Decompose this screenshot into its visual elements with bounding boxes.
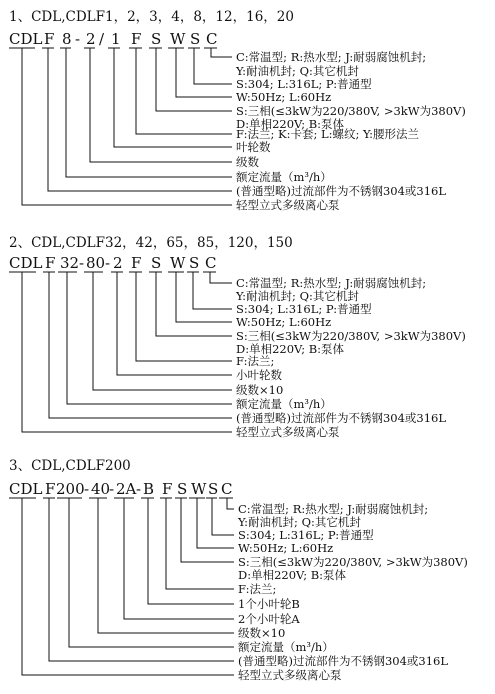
label-stages: 级数×10 [238,626,286,640]
code-frequency: W [170,254,186,272]
label-series: 轻型立式多级离心泵 [236,198,340,212]
code-stages: 80 [86,254,106,272]
code-series: CDL [9,254,43,272]
code-seal-material: S [189,254,200,272]
label-voltage-cont: D:单相220V; B:泵体 [238,568,347,582]
label-stages: 级数 [236,155,259,169]
code-series: CDL [9,30,43,48]
label-voltage-cont: D:单相220V; B:泵体 [236,117,345,131]
label-impeller-b: 1个小叶轮B [238,597,300,611]
code-impellers: 1 [111,30,121,48]
label-frequency: W:50Hz; L:60Hz [236,90,332,104]
section-2-leader-lines [22,272,232,432]
code-series: CDL [9,480,43,498]
label-frequency: W:50Hz; L:60Hz [236,315,332,329]
code-dash: - [136,480,142,498]
label-connection: F:法兰; [236,354,275,368]
code-seal-type: C [206,30,218,48]
code-seal-type: C [221,480,233,498]
label-impeller-a: 2个小叶轮A [238,612,300,626]
code-voltage: S [151,30,162,48]
code-flow: 8 [62,30,72,48]
section-3-labels [237,502,468,682]
section-3-model-code [9,480,232,498]
label-voltage: S:三相(≤3kW为220/380V, >3kW为380V) [238,555,468,569]
code-stages: 40 [91,480,111,498]
section-3-leader-lines [22,498,234,675]
label-flow: 额定流量（m³/h） [236,397,332,411]
code-connection: F [162,480,173,498]
label-seal-material: S:304; L:316L; P:普通型 [236,302,372,316]
label-seal-material: S:304; L:316L; P:普通型 [236,77,372,91]
label-connection: F:法兰; [238,582,277,596]
label-seal-type: C:常温型; R:热水型; J:耐弱腐蚀机封; [236,50,427,64]
label-seal-type: C:常温型; R:热水型; J:耐弱腐蚀机封; [238,502,429,516]
code-material: F [45,254,56,272]
label-seal-type-cont: Y:耐油机封; Q:其它机封 [238,515,361,529]
code-connection: F [131,254,142,272]
section-3-header: 3、CDL,CDLF200 [9,458,131,474]
code-seal-material: S [190,30,201,48]
label-impellers: 叶轮数 [236,140,271,154]
code-dash: - [79,254,85,272]
label-connection: F:法兰; K:卡套; L:螺纹; Y:腰形法兰 [236,127,420,141]
code-seal-material: S [208,480,219,498]
code-impeller-b: B [143,480,155,498]
section-2-header: 2、CDL,CDLF32，42，65，85，120，150 [9,235,293,251]
code-seal-type: C [205,254,217,272]
section-3 [9,458,468,682]
label-series: 轻型立式多级离心泵 [236,425,340,439]
code-material: F [44,30,55,48]
code-flow: 200 [56,480,85,498]
label-seal-type: C:常温型; R:热水型; J:耐弱腐蚀机封; [236,276,427,290]
label-stages: 级数×10 [236,383,284,397]
code-dash: - [75,30,81,48]
label-material: (普通型略)过流部件为不锈钢304或316L [238,654,449,668]
label-flow: 额定流量（m³/h） [236,170,332,184]
label-series: 轻型立式多级离心泵 [238,668,342,682]
section-2 [9,235,466,439]
code-impeller-a: 2A [116,480,137,498]
section-1-labels [235,50,466,212]
label-flow: 额定流量（m³/h） [238,640,334,654]
label-seal-type-cont: Y:耐油机封; Q:其它机封 [236,289,359,303]
code-dash: - [105,254,111,272]
code-voltage: S [177,480,188,498]
code-stages: 2 [86,30,96,48]
label-material: (普通型略)过流部件为不锈钢304或316L [236,184,447,198]
label-small-impellers: 小叶轮数 [236,368,282,382]
label-seal-material: S:304; L:316L; P:普通型 [238,528,374,542]
section-1 [9,9,466,212]
code-flow: 32 [60,254,80,272]
code-frequency: W [170,30,186,48]
label-voltage: S:三相(≤3kW为220/380V, >3kW为380V) [236,104,466,118]
label-material: (普通型略)过流部件为不锈钢304或316L [236,411,447,425]
section-1-header: 1、CDL,CDLF1，2，3，4，8，12，16，20 [9,9,294,25]
code-frequency: W [191,480,207,498]
code-dash: - [84,480,90,498]
code-slash: / [99,30,105,48]
label-frequency: W:50Hz; L:60Hz [238,541,334,555]
section-2-model-code [9,254,216,272]
code-connection: F [131,30,142,48]
section-1-leader-lines [22,48,232,205]
label-voltage-cont: D:单相220V; B:泵体 [236,342,345,356]
code-dash: - [109,480,115,498]
code-small-impellers: 2 [113,254,123,272]
section-1-model-code [9,30,217,48]
label-seal-type-cont: Y:耐油机封; Q:其它机封 [236,64,359,78]
code-material: F [45,480,56,498]
label-voltage: S:三相(≤3kW为220/380V, >3kW为380V) [236,329,466,343]
code-voltage: S [151,254,162,272]
section-2-labels [235,276,466,439]
